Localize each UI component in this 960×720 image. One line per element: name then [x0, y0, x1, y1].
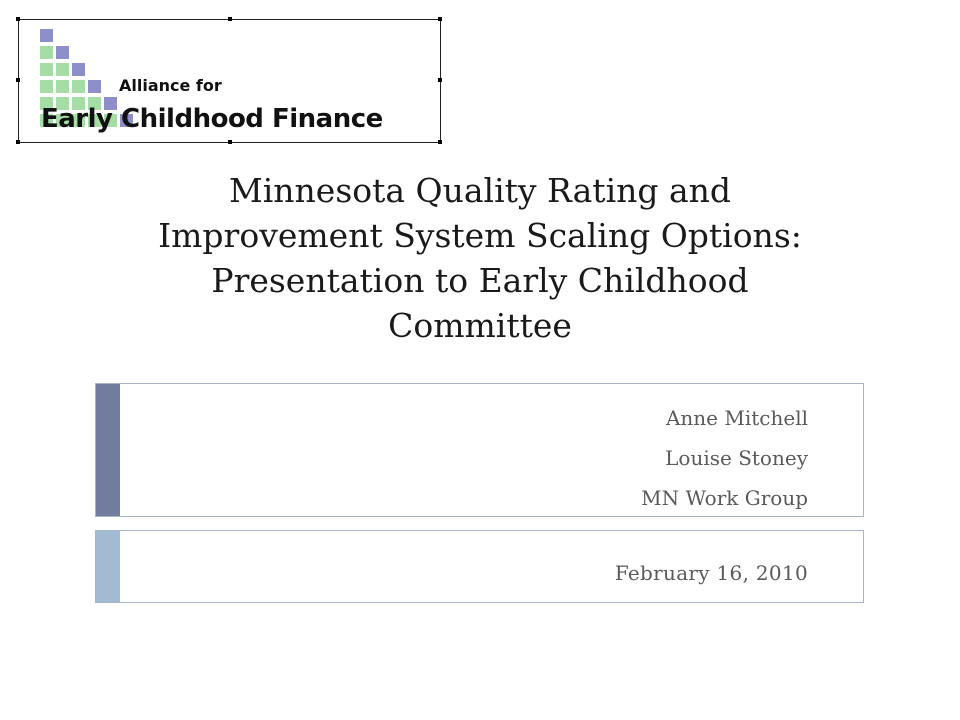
author-group: MN Work Group: [641, 486, 808, 510]
title-line: Committee: [388, 306, 572, 345]
logo[interactable]: [18, 19, 441, 143]
authors-list: [641, 398, 808, 518]
authors-accent-bar: [96, 384, 120, 516]
date-box[interactable]: [95, 530, 864, 603]
authors-box[interactable]: [95, 383, 864, 517]
date-container: [615, 559, 808, 587]
presentation-date: February 16, 2010: [614, 561, 808, 585]
author-name: Anne Mitchell: [665, 406, 808, 430]
author-name: Louise Stoney: [665, 446, 808, 470]
slide-title[interactable]: [60, 168, 900, 348]
logo-text-ecf: Early Childhood Finance: [41, 104, 383, 134]
title-line: Presentation to Early Childhood: [211, 261, 749, 300]
date-accent-bar: [96, 531, 120, 602]
title-line: Improvement System Scaling Options:: [158, 216, 802, 255]
title-line: Minnesota Quality Rating and: [228, 171, 732, 210]
logo-text-alliance: Alliance for: [119, 76, 222, 95]
